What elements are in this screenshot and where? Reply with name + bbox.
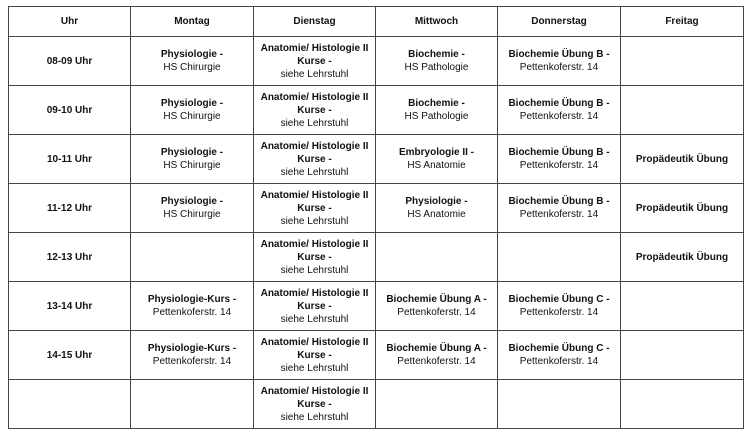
course-title: Physiologie -	[160, 98, 224, 109]
cell-tuesday	[254, 282, 376, 331]
course-title: Anatomie/ Histologie II	[260, 140, 369, 152]
cell-monday	[131, 331, 254, 380]
course-location: Pettenkoferstr. 14	[519, 356, 599, 367]
table-row	[9, 86, 744, 135]
cell-wednesday	[376, 282, 498, 331]
cell-wednesday	[376, 86, 498, 135]
course-title: Kurse -	[297, 153, 332, 165]
table-row	[9, 233, 744, 282]
course-title: Anatomie/ Histologie II	[260, 238, 369, 250]
cell-tuesday	[254, 135, 376, 184]
course-location: Pettenkoferstr. 14	[519, 209, 599, 220]
course-location: siehe Lehrstuhl	[280, 313, 349, 325]
course-location: HS Chirurgie	[163, 111, 221, 122]
course-location: siehe Lehrstuhl	[280, 411, 349, 423]
table-row	[9, 282, 744, 331]
course-location: HS Chirurgie	[163, 62, 221, 73]
course-title: Kurse -	[297, 398, 332, 410]
course-title: Anatomie/ Histologie II	[260, 189, 369, 201]
header-wednesday: Mittwoch	[376, 7, 498, 37]
time-slot	[9, 380, 131, 429]
table-row	[9, 380, 744, 429]
time-slot: 09-10 Uhr	[9, 86, 131, 135]
course-title: Biochemie Übung C -	[508, 294, 610, 305]
header-tuesday: Dienstag	[254, 7, 376, 37]
cell-friday	[621, 380, 744, 429]
course-location: Pettenkoferstr. 14	[397, 356, 476, 367]
course-title: Anatomie/ Histologie II	[260, 287, 369, 299]
cell-thursday	[498, 380, 621, 429]
header-monday: Montag	[131, 7, 254, 37]
cell-wednesday	[376, 135, 498, 184]
course-location: HS Anatomie	[407, 209, 466, 220]
cell-wednesday	[376, 331, 498, 380]
course-location: Pettenkoferstr. 14	[152, 356, 232, 367]
cell-tuesday	[254, 37, 376, 86]
cell-tuesday	[254, 331, 376, 380]
cell-wednesday	[376, 37, 498, 86]
cell-tuesday	[254, 184, 376, 233]
cell-monday	[131, 282, 254, 331]
time-slot: 08-09 Uhr	[9, 37, 131, 86]
table-row	[9, 331, 744, 380]
cell-friday	[621, 282, 744, 331]
course-location: Pettenkoferstr. 14	[519, 307, 599, 318]
course-location: HS Anatomie	[407, 160, 466, 171]
cell-thursday	[498, 184, 621, 233]
header-time: Uhr	[9, 7, 131, 37]
cell-friday	[621, 135, 744, 184]
course-title: Kurse -	[297, 55, 332, 67]
course-location: siehe Lehrstuhl	[280, 264, 349, 276]
table-row	[9, 184, 744, 233]
cell-tuesday	[254, 233, 376, 282]
course-location: siehe Lehrstuhl	[280, 362, 349, 374]
course-location: Pettenkoferstr. 14	[519, 62, 599, 73]
cell-monday	[131, 233, 254, 282]
cell-wednesday	[376, 233, 498, 282]
course-title: Biochemie Übung B -	[508, 147, 610, 158]
course-title: Physiologie -	[160, 49, 224, 60]
cell-thursday	[498, 282, 621, 331]
course-location: Pettenkoferstr. 14	[519, 111, 599, 122]
cell-friday	[621, 184, 744, 233]
cell-friday	[621, 331, 744, 380]
course-title: Physiologie-Kurs -	[147, 343, 237, 354]
cell-friday	[621, 233, 744, 282]
course-title: Kurse -	[297, 104, 332, 116]
time-slot: 12-13 Uhr	[9, 233, 131, 282]
cell-wednesday	[376, 380, 498, 429]
course-location: Pettenkoferstr. 14	[152, 307, 232, 318]
course-title: Biochemie Übung C -	[508, 343, 610, 354]
header-row	[9, 7, 744, 37]
course-title: Propädeutik Übung	[635, 153, 729, 165]
time-slot: 13-14 Uhr	[9, 282, 131, 331]
cell-monday	[131, 135, 254, 184]
cell-friday	[621, 86, 744, 135]
cell-monday	[131, 184, 254, 233]
course-location: siehe Lehrstuhl	[280, 117, 349, 129]
header-thursday: Donnerstag	[498, 7, 621, 37]
timetable	[8, 6, 744, 429]
course-location: HS Chirurgie	[163, 160, 221, 171]
course-title: Propädeutik Übung	[635, 202, 729, 214]
course-title: Biochemie Übung A -	[386, 343, 487, 354]
course-location: HS Pathologie	[404, 111, 469, 122]
course-location: Pettenkoferstr. 14	[519, 160, 599, 171]
course-title: Biochemie Übung B -	[508, 49, 610, 60]
course-title: Biochemie Übung A -	[386, 294, 487, 305]
course-location: HS Pathologie	[404, 62, 469, 73]
cell-thursday	[498, 37, 621, 86]
cell-thursday	[498, 331, 621, 380]
course-title: Anatomie/ Histologie II	[260, 385, 369, 397]
time-slot: 10-11 Uhr	[9, 135, 131, 184]
course-title: Biochemie -	[408, 49, 465, 60]
cell-thursday	[498, 233, 621, 282]
course-title: Anatomie/ Histologie II	[260, 91, 369, 103]
course-title: Kurse -	[297, 251, 332, 263]
course-title: Kurse -	[297, 349, 332, 361]
timetable-body	[9, 37, 744, 429]
cell-thursday	[498, 135, 621, 184]
table-row	[9, 135, 744, 184]
course-title: Propädeutik Übung	[635, 251, 729, 263]
cell-monday	[131, 86, 254, 135]
cell-tuesday	[254, 86, 376, 135]
course-title: Anatomie/ Histologie II	[260, 42, 369, 54]
course-title: Biochemie -	[408, 98, 465, 109]
course-location: HS Chirurgie	[163, 209, 221, 220]
cell-tuesday	[254, 380, 376, 429]
course-title: Anatomie/ Histologie II	[260, 336, 369, 348]
course-location: siehe Lehrstuhl	[280, 166, 349, 178]
course-location: Pettenkoferstr. 14	[397, 307, 476, 318]
course-title: Physiologie -	[405, 196, 468, 207]
course-title: Biochemie Übung B -	[508, 196, 610, 207]
cell-thursday	[498, 86, 621, 135]
course-title: Physiologie -	[160, 147, 224, 158]
course-title: Embryologie II -	[398, 147, 474, 158]
cell-wednesday	[376, 184, 498, 233]
header-friday: Freitag	[621, 7, 744, 37]
course-title: Kurse -	[297, 202, 332, 214]
course-location: siehe Lehrstuhl	[280, 68, 349, 80]
course-title: Physiologie-Kurs -	[147, 294, 237, 305]
table-row	[9, 37, 744, 86]
course-location: siehe Lehrstuhl	[280, 215, 349, 227]
cell-friday	[621, 37, 744, 86]
course-title: Physiologie -	[160, 196, 224, 207]
time-slot: 11-12 Uhr	[9, 184, 131, 233]
course-title: Biochemie Übung B -	[508, 98, 610, 109]
cell-monday	[131, 37, 254, 86]
schedule-container	[8, 6, 743, 429]
time-slot: 14-15 Uhr	[9, 331, 131, 380]
cell-monday	[131, 380, 254, 429]
course-title: Kurse -	[297, 300, 332, 312]
